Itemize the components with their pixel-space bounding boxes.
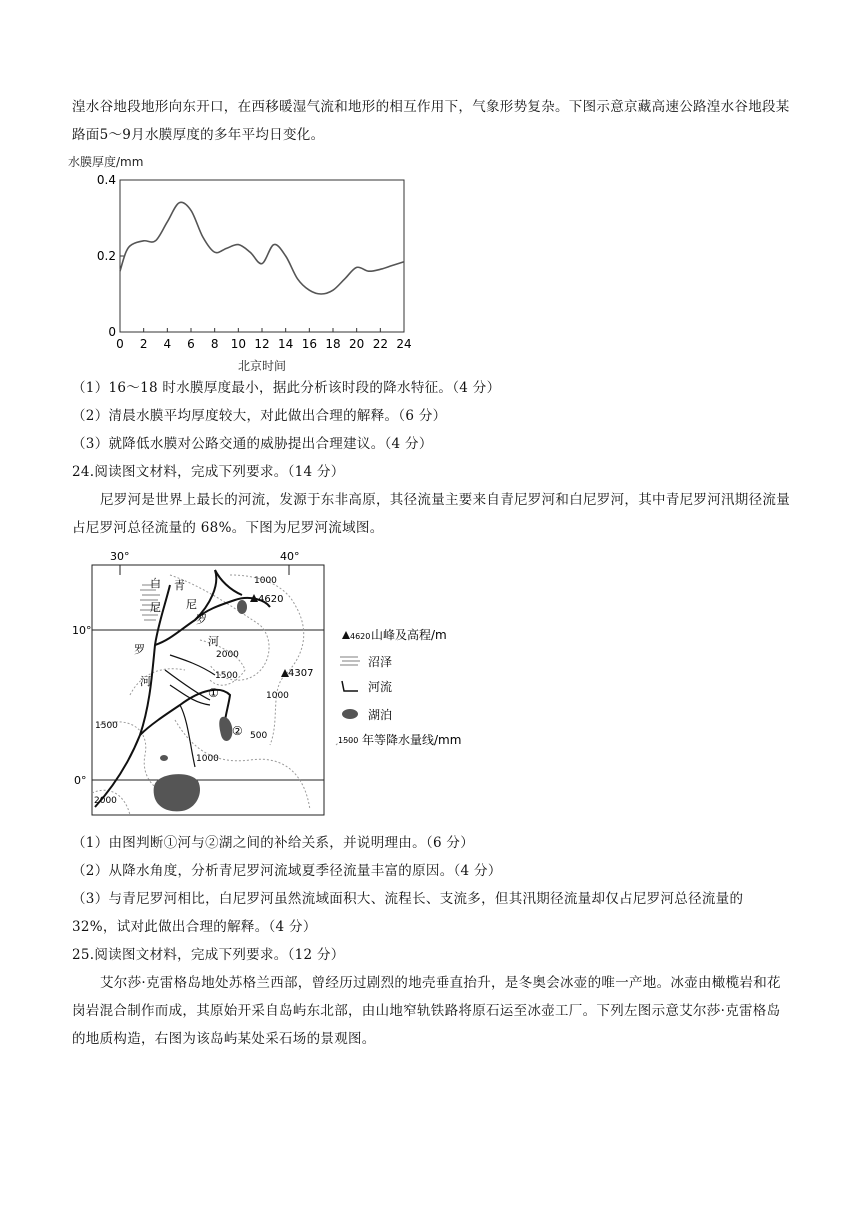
q24-title: 24.阅读图文材料，完成下列要求。（14 分） (72, 464, 345, 480)
lat-label-0: 0° (74, 774, 87, 787)
legend-river-label: 河流 (368, 680, 393, 694)
x-tick-label-3: 6 (187, 337, 195, 351)
legend (336, 627, 461, 747)
isohyet-label-4: 1000 (266, 691, 289, 701)
isohyet-label-5: 500 (250, 731, 268, 741)
q24-item-3: （3）与青尼罗河相比，白尼罗河虽然流域面积大、流程长、支流多，但其汛期径流量却仅占尼罗河总径流量的 32%，试对此做出合理的解释。（4 分） (72, 891, 744, 935)
x-axis-label: 北京时间 (237, 359, 287, 373)
y-axis-label: 水膜厚度/mm (68, 155, 144, 169)
x-tick-label-12: 24 (396, 337, 412, 351)
legend-swamp-label: 沼泽 (368, 655, 393, 669)
q24-item-1: （1）由图判断①河与②湖之间的补给关系，并说明理由。（6 分） (72, 835, 475, 851)
river-label-white-1: 白 (150, 577, 161, 590)
river-label-white-2: 尼 (150, 601, 161, 614)
y-tick-label-2: 0.4 (96, 173, 116, 187)
river-label-blue-3: 罗 (196, 613, 207, 626)
y-tick-label-0: 0 (108, 325, 116, 339)
lon-label-40: 40° (280, 550, 300, 563)
river-label-blue-2: 尼 (186, 598, 197, 611)
lake-tana (237, 600, 247, 614)
isohyet-label-6: 1500 (95, 721, 118, 731)
x-tick-label-9: 18 (325, 337, 341, 351)
x-tick-label-8: 16 (301, 337, 317, 351)
isohyet-label-7: 1000 (196, 754, 219, 764)
q24-and-q25 (72, 829, 792, 1053)
marker-2: ② (232, 724, 243, 738)
x-tick-label-7: 14 (278, 337, 294, 351)
x-tick-labels (116, 328, 411, 351)
legend-lake-label: 湖泊 (368, 708, 393, 722)
plot-frame (120, 180, 404, 332)
marker-1: ① (208, 686, 219, 700)
q23-item-1: （1）16～18 时水膜厚度最小，据此分析该时段的降水特征。（4 分） (72, 380, 501, 396)
water-film-chart (60, 150, 420, 375)
river-label-white-3: 罗 (134, 643, 145, 656)
isohyet-label-8: 2000 (94, 796, 117, 806)
lon-label-30: 30° (110, 550, 130, 563)
isohyet-label-3: 1500 (215, 671, 238, 681)
legend-isohyet-value: 1500 (338, 736, 359, 745)
y-tick-label-1: 0.2 (96, 249, 116, 263)
isohyet-label-2: 2000 (216, 650, 239, 660)
q23-item-2: （2）清晨水膜平均厚度较大，对此做出合理的解释。（6 分） (72, 408, 447, 424)
river-label-white-4: 河 (140, 675, 151, 688)
q23-item-3: （3）就降低水膜对公路交通的威胁提出合理建议。（4 分） (72, 436, 433, 452)
x-tick-label-2: 4 (163, 337, 172, 351)
legend-peak-label: 山峰及高程/m (371, 628, 447, 642)
x-tick-label-6: 12 (254, 337, 270, 351)
river-label-blue-1: 青 (174, 579, 185, 592)
q25-paragraph: 艾尔莎·克雷格岛地处苏格兰西部，曾经历过剧烈的地壳垂直抬升，是冬奥会冰壶的唯一产地。冰壶由橄榄岩和花岗岩混合制作而成，其原始开采自岛屿东北部，由山地窄轨铁路将原石运至冰壶工厂。下列左图示意艾尔莎·克雷格岛的地质构造，右图为该岛屿某处采石场的景观图。 (72, 975, 781, 1047)
lat-label-10: 10° (72, 624, 92, 637)
q24-item-2: （2）从降水角度，分析青尼罗河流域夏季径流量丰富的原因。（4 分） (72, 863, 502, 879)
q24-paragraph: 尼罗河是世界上最长的河流，发源于东非高原，其径流量主要来自青尼罗河和白尼罗河，其中青尼罗河汛期径流量占尼罗河总径流量的 68%。下图为尼罗河流域图。 (72, 492, 790, 536)
q25-title: 25.阅读图文材料，完成下列要求。（12 分） (72, 947, 345, 963)
peak-label-2: 4307 (288, 668, 314, 679)
isohyet-label-1: 1000 (254, 576, 277, 586)
q23-list (72, 374, 792, 542)
nile-basin-map (70, 545, 490, 820)
x-tick-label-4: 8 (210, 337, 219, 351)
intro-paragraph: 湟水谷地段地形向东开口，在西移暖湿气流和地形的相互作用下，气象形势复杂。下图示意京藏高速公路湟水谷地段某路面5～9月水膜厚度的多年平均日变化。 (72, 99, 790, 143)
x-tick-label-5: 10 (230, 337, 246, 351)
legend-isohyet-label: 年等降水量线/mm (362, 733, 462, 747)
peak-label-1: 4620 (258, 594, 284, 605)
x-tick-label-11: 22 (372, 337, 388, 351)
x-tick-label-10: 20 (349, 337, 365, 351)
x-tick-label-0: 0 (116, 337, 124, 351)
lake-2 (219, 717, 232, 741)
lake-victoria (154, 774, 200, 811)
small-lake (160, 755, 168, 761)
x-tick-label-1: 2 (139, 337, 148, 351)
river-label-blue-4: 河 (208, 635, 219, 648)
legend-peak-value: 4620 (350, 632, 371, 641)
water-film-line (120, 202, 404, 294)
